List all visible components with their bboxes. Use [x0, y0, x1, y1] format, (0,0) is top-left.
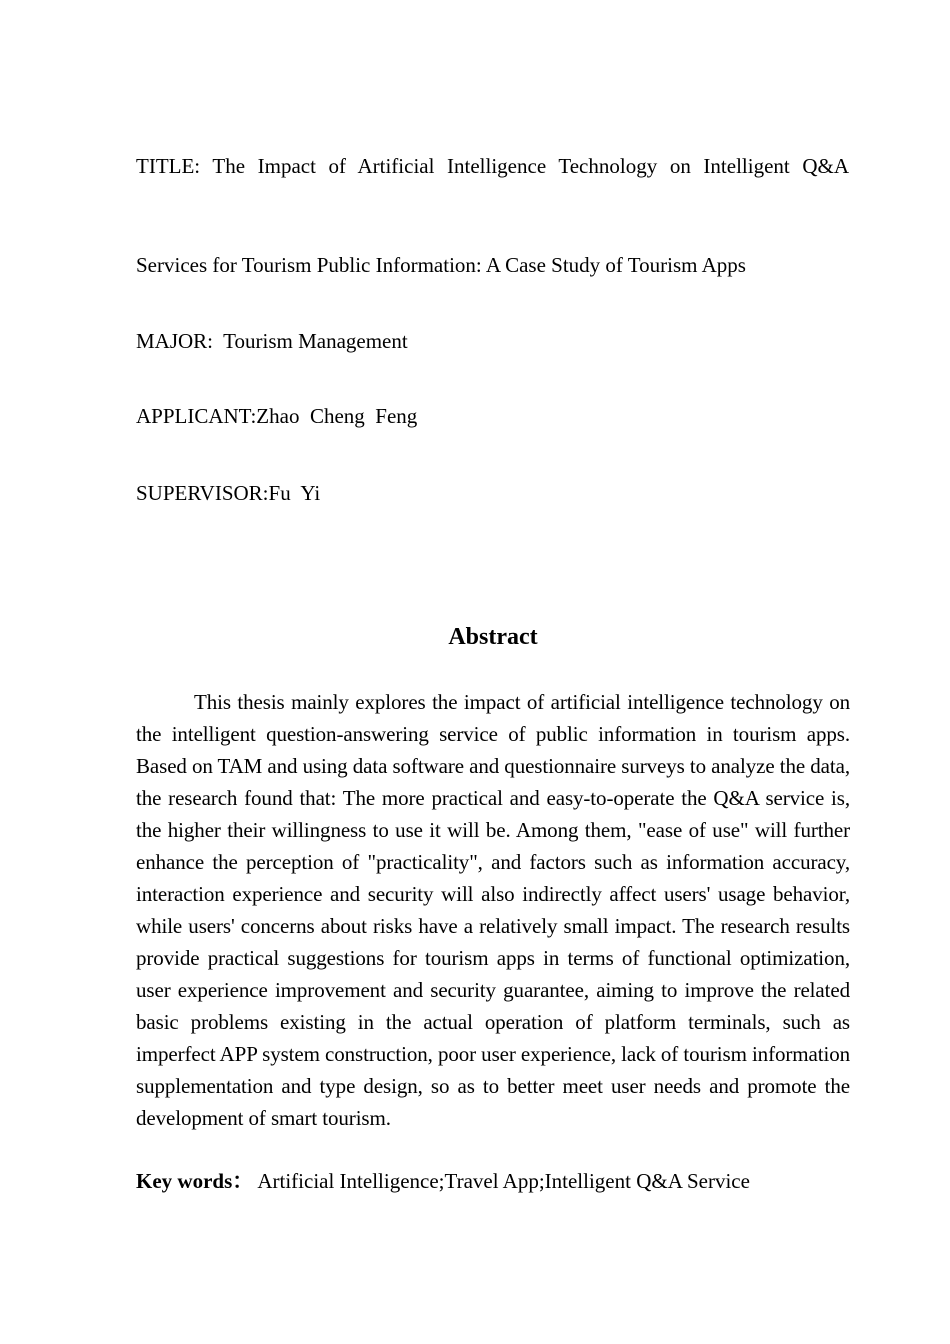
keywords-line: [136, 1166, 750, 1196]
supervisor-line: SUPERVISOR:Fu Yi: [136, 481, 321, 505]
applicant-line: APPLICANT:Zhao Cheng Feng: [136, 404, 418, 428]
title-line-2: Services for Tourism Public Information: A Case Study of Tourism Apps: [136, 253, 746, 277]
keywords-value: Artificial Intelligence;Travel App;Intelligent Q&A Service: [253, 1169, 750, 1193]
title-line-1: TITLE: The Impact of Artificial Intelligence Technology on Intelligent Q&A: [136, 154, 849, 178]
major-line: MAJOR: Tourism Management: [136, 329, 408, 353]
abstract-body: This thesis mainly explores the impact of artificial intelligence technology on the intelligent question-answering service of public information in tourism apps. Based on TAM and using data software and questionnaire surveys to analyze the data, the research found that: The more practical and easy-to-operate the Q&A service is, the higher their willingness to use it will be. Among them, "ease of use" will further enhance the perception of "practicality", and factors such as information accuracy, interaction experience and security will also indirectly affect users' usage behavior, while users' concerns about risks have a relatively small impact. The research results provide practical suggestions for tourism apps in terms of functional optimization, user experience improvement and security guarantee, aiming to improve the related basic problems existing in the actual operation of platform terminals, such as imperfect APP system construction, poor user experience, lack of tourism information supplementation and type design, so as to better meet user needs and promote the development of smart tourism.: [136, 690, 850, 1130]
abstract-heading: Abstract: [448, 624, 538, 650]
keywords-label: Key words：: [136, 1169, 254, 1193]
